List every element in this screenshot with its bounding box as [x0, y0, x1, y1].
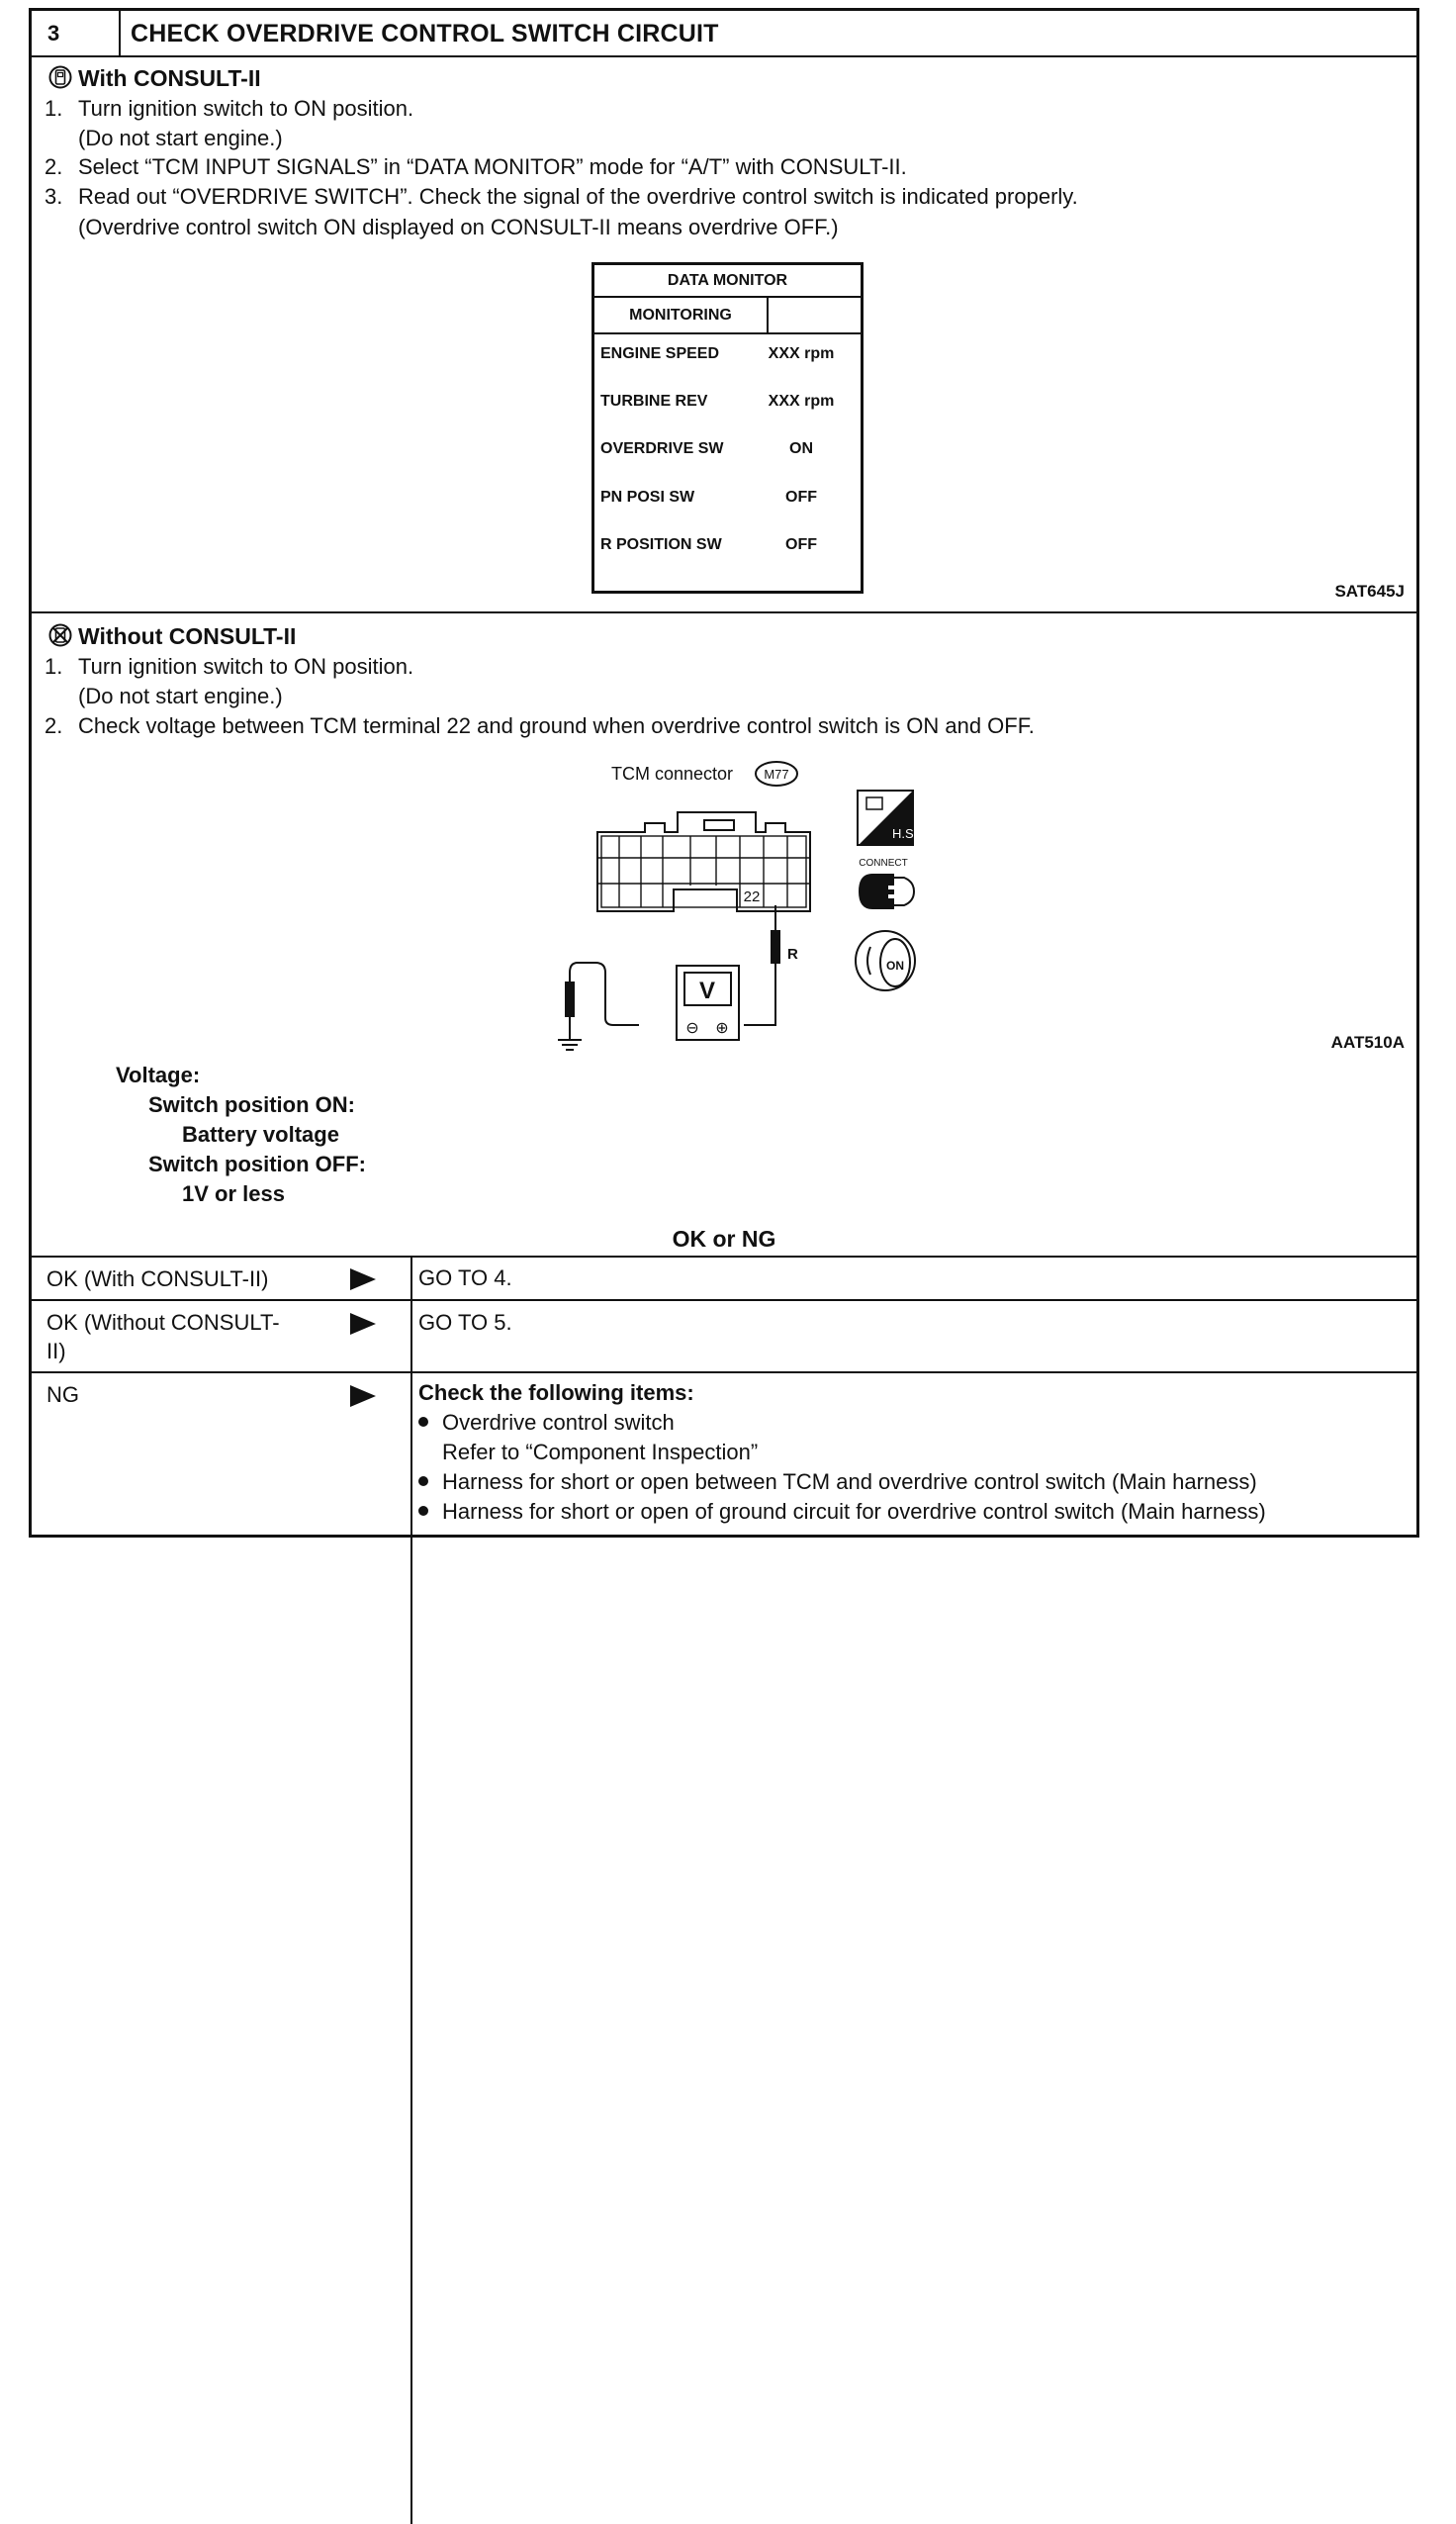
plus-terminal: ⊕: [715, 1018, 729, 1037]
check-item: [418, 1467, 1266, 1497]
with-consult-label: With CONSULT-II: [78, 65, 261, 91]
check-item: [418, 1408, 1266, 1438]
result-condition: [46, 1308, 280, 1365]
step-text: (Do not start engine.): [78, 126, 283, 150]
result-arrow-icon: [350, 1268, 376, 1290]
result-action: GO TO 4.: [418, 1265, 512, 1290]
result-row-ok-without-consult: [32, 1301, 1416, 1372]
with-consult-step-2: [45, 152, 907, 181]
connect-label: CONNECT: [859, 858, 908, 869]
result-row-ok-with-consult: [32, 1258, 1416, 1300]
without-consult-step-2: [45, 711, 1035, 740]
result-arrow-icon: [350, 1385, 376, 1407]
step-text: (Overdrive control switch ON displayed on CONSULT-II means overdrive OFF.): [78, 215, 839, 239]
step-header: [32, 11, 1416, 57]
wire-color-label: R: [787, 946, 798, 963]
step-num: 1.: [45, 96, 63, 121]
result-action: [418, 1378, 1266, 1527]
result-action: GO TO 5.: [418, 1310, 512, 1335]
key-on-label: ON: [886, 959, 904, 973]
without-consult-title: [48, 623, 296, 653]
monitor-item-value: XXX rpm: [768, 345, 835, 362]
data-monitor-row: [600, 440, 858, 464]
step-text: Turn ignition switch to ON position.: [78, 96, 414, 121]
data-monitor-row: [600, 489, 858, 513]
bullet-icon: [418, 1417, 428, 1427]
monitoring-label: MONITORING: [594, 298, 769, 334]
figure-id-sat645j: SAT645J: [1334, 582, 1405, 601]
tcm-connector-diagram: [506, 753, 961, 1060]
check-item-text: Overdrive control switch: [442, 1410, 675, 1435]
step-text: Select “TCM INPUT SIGNALS” in “DATA MONITOR” mode for “A/T” with CONSULT-II.: [78, 154, 907, 179]
check-item: [418, 1497, 1266, 1527]
monitor-item-value: XXX rpm: [768, 393, 835, 410]
with-consult-step-1: [45, 94, 413, 123]
check-item-text: Harness for short or open of ground circuit for overdrive control switch (Main harness): [442, 1499, 1266, 1524]
monitor-item-value: OFF: [785, 489, 817, 506]
voltmeter-symbol: V: [698, 978, 716, 1004]
monitor-item-name: TURBINE REV: [600, 393, 708, 410]
step-num: 2.: [45, 713, 63, 738]
monitor-item-value: ON: [789, 440, 813, 457]
data-monitor-title: DATA MONITOR: [594, 265, 861, 298]
no-consult-icon: [48, 623, 72, 653]
data-monitor-screen: [592, 262, 864, 594]
spec-heading: Voltage:: [116, 1063, 201, 1087]
voltmeter: [677, 966, 739, 1040]
harness-side-icon: [858, 791, 917, 845]
spec-off-value: 1V or less: [182, 1181, 285, 1206]
terminal-22-label: 22: [743, 888, 761, 905]
check-item-reference: Refer to “Component Inspection”: [442, 1440, 759, 1464]
consult-tool-icon: [48, 65, 72, 95]
hs-label: H.S.: [892, 826, 918, 841]
with-consult-step-1-note: [45, 124, 283, 152]
section-divider: [32, 611, 1416, 613]
probe-wiring: [558, 905, 779, 1050]
header-divider: [119, 11, 121, 55]
figure-id-aat510a: AAT510A: [1330, 1033, 1405, 1052]
monitor-item-name: R POSITION SW: [600, 536, 722, 553]
spec-off-label: Switch position OFF:: [148, 1152, 366, 1176]
bullet-icon: [418, 1476, 428, 1486]
condition-line-2: II): [46, 1339, 66, 1363]
step-text: Turn ignition switch to ON position.: [78, 654, 414, 679]
spec-on-label: Switch position ON:: [148, 1092, 355, 1117]
without-consult-label: Without CONSULT-II: [78, 623, 297, 649]
step-title: CHECK OVERDRIVE CONTROL SWITCH CIRCUIT: [131, 20, 719, 47]
monitoring-blank-cell: [769, 298, 861, 334]
data-monitor-row: [600, 393, 858, 417]
with-consult-step-3: [45, 182, 1078, 211]
monitor-item-name: ENGINE SPEED: [600, 345, 720, 362]
result-arrow-icon: [350, 1313, 376, 1335]
connector-code: M77: [764, 767, 789, 782]
result-condition: NG: [46, 1382, 79, 1407]
step-num: 3.: [45, 184, 63, 209]
result-condition: OK (With CONSULT-II): [46, 1266, 269, 1291]
ok-or-ng-heading: OK or NG: [672, 1226, 776, 1252]
monitor-item-name: OVERDRIVE SW: [600, 440, 724, 457]
procedure-frame: [29, 8, 1419, 1538]
minus-terminal: ⊖: [685, 1018, 699, 1037]
step-num: 2.: [45, 154, 63, 179]
connector-body: [597, 812, 810, 911]
monitor-item-value: OFF: [785, 536, 817, 553]
monitor-item-name: PN POSI SW: [600, 489, 695, 506]
bullet-icon: [418, 1506, 428, 1516]
condition-line-1: OK (Without CONSULT-: [46, 1310, 280, 1335]
step-number: 3: [47, 21, 60, 46]
data-monitor-row: [600, 536, 858, 560]
step-num: 1.: [45, 654, 63, 679]
without-consult-step-1: [45, 652, 413, 681]
step-text: Read out “OVERDRIVE SWITCH”. Check the signal of the overdrive control switch is indicated properly.: [78, 184, 1078, 209]
step-text: (Do not start engine.): [78, 684, 283, 708]
with-consult-title: [48, 65, 261, 95]
ignition-key-icon: [856, 931, 915, 990]
step-text: Check voltage between TCM terminal 22 and ground when overdrive control switch is ON and OFF.: [78, 713, 1035, 738]
connect-icon: [859, 858, 914, 909]
connector-label: TCM connector: [611, 764, 734, 784]
data-monitor-row: [600, 345, 858, 369]
result-row-ng: [32, 1373, 1416, 1532]
check-items-title: Check the following items:: [418, 1380, 694, 1405]
with-consult-step-3-note: [45, 213, 839, 241]
check-item-text: Harness for short or open between TCM and overdrive control switch (Main harness): [442, 1469, 1257, 1494]
spec-on-value: Battery voltage: [182, 1122, 339, 1147]
without-consult-step-1-note: [45, 682, 283, 710]
